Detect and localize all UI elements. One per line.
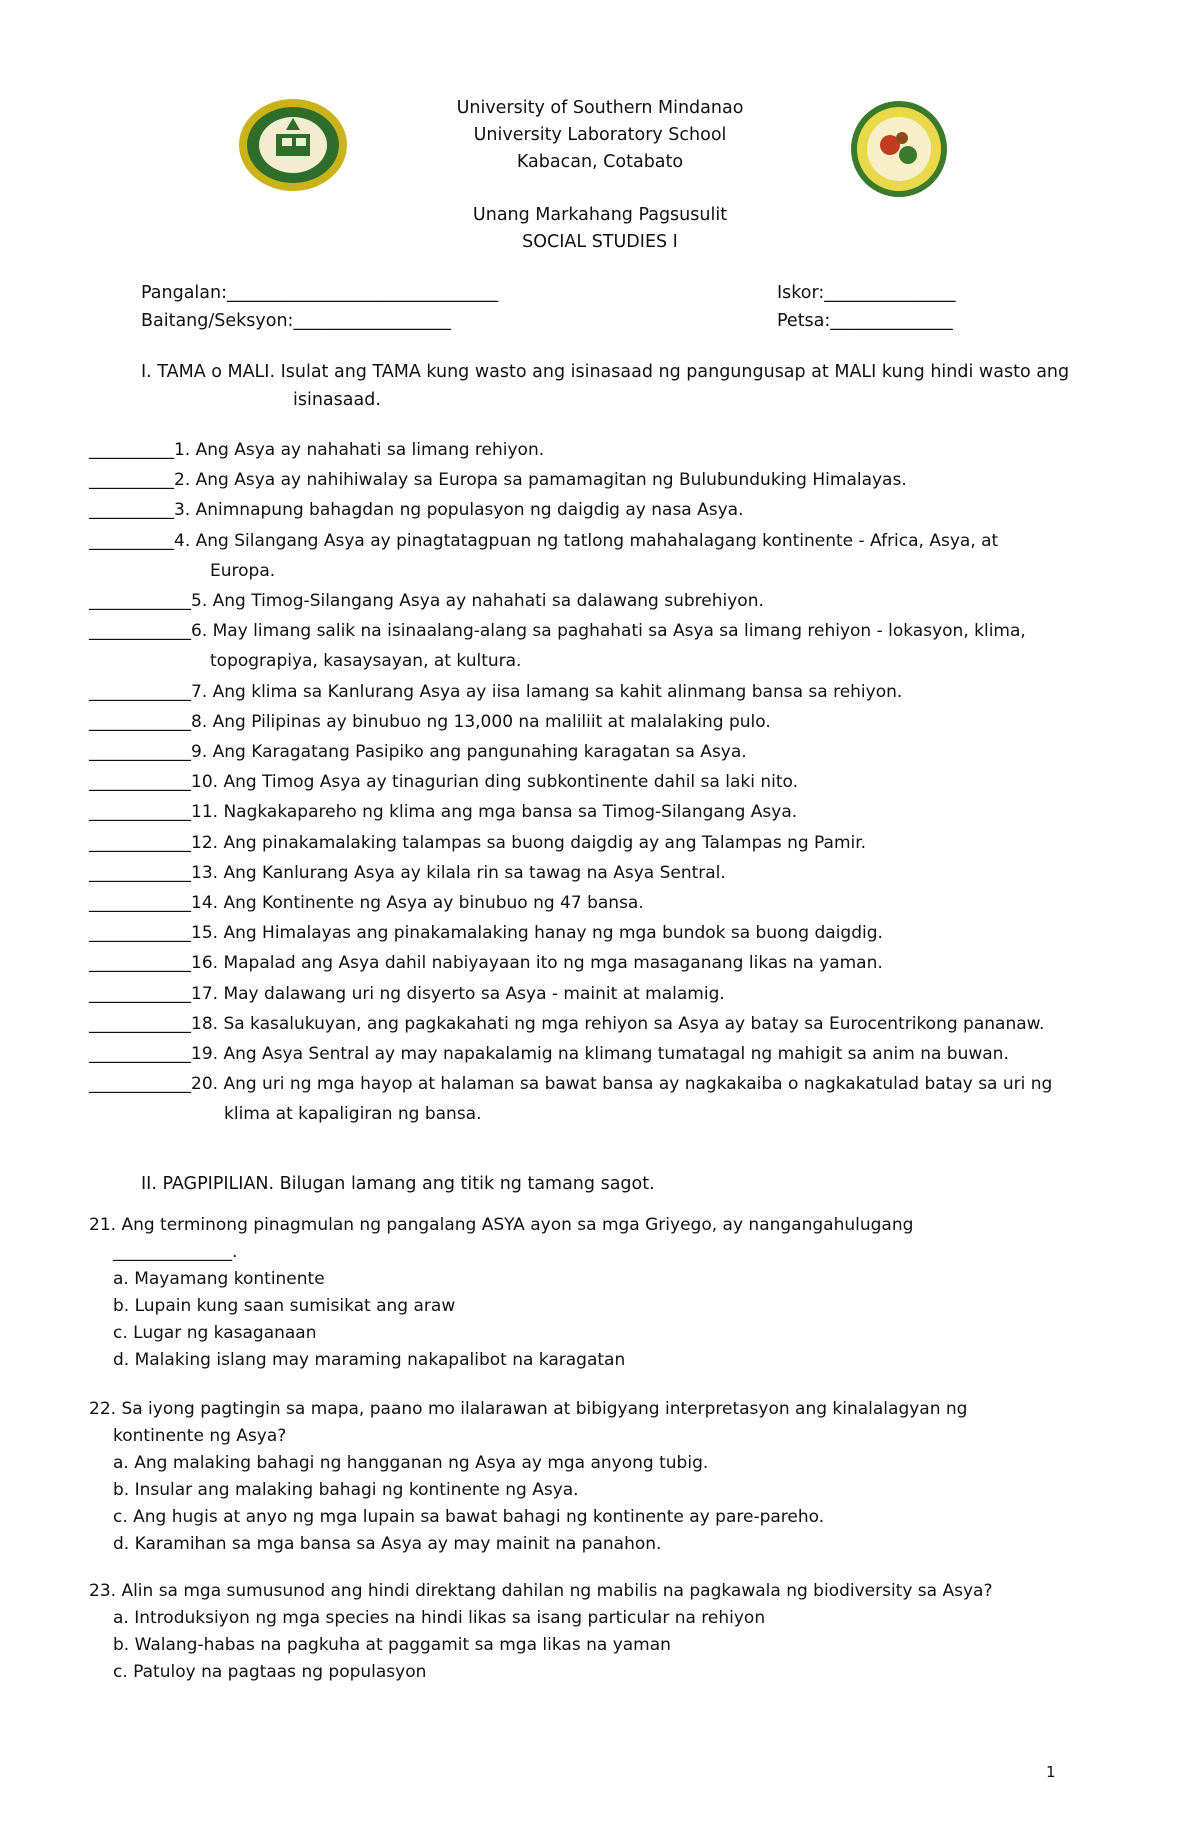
page-number: 1 [1046,1763,1056,1781]
list-item[interactable]: ____________12. Ang pinakamalaking talampas sa buong daigdig ay ang Talampas ng Pamir. [89,832,867,853]
choice-b[interactable]: b. Lupain kung saan sumisikat ang araw [113,1296,456,1316]
choice-c[interactable]: c. Lugar ng kasaganaan [113,1323,317,1343]
exam-title: Unang Markahang Pagsusulit [472,205,728,225]
choice-c[interactable]: c. Patuloy na pagtaas ng populasyon [113,1662,427,1682]
grade-section-field[interactable]: Baitang/Seksyon:__________________ [141,311,451,331]
section-1-title-cont: isinasaad. [293,390,381,410]
choice-a[interactable]: a. Ang malaking bahagi ng hangganan ng Asya ay mga anyong tubig. [113,1453,709,1473]
list-item[interactable]: ____________15. Ang Himalayas ang pinakamalaking hanay ng mga bundok sa buong daigdig. [89,923,883,944]
list-item[interactable]: ____________19. Ang Asya Sentral ay may napakalamig na klimang tumatagal ng mahigit sa anim na buwan. [89,1044,1009,1065]
section-2-instructions [141,1170,1111,1198]
university-name: University of Southern Mindanao [456,98,744,118]
exam-subject: SOCIAL STUDIES I [522,232,678,252]
list-item[interactable]: ____________20. Ang uri ng mga hayop at halaman sa bawat bansa ay nagkakaiba o nagkakatulad batay sa uri ng klima at kapaligiran ng bansa. [89,1074,1053,1125]
section-1-instructions [141,358,1111,414]
exam-header [0,202,1200,256]
date-field[interactable]: Petsa:______________ [777,311,953,331]
score-field[interactable]: Iskor:_______________ [777,283,956,303]
list-item[interactable]: ____________7. Ang klima sa Kanlurang Asya ay iisa lamang sa kahit alinmang bansa sa rehiyon. [89,681,903,702]
name-field[interactable]: Pangalan:_______________________________ [141,283,499,303]
choice-c[interactable]: c. Ang hugis at anyo ng mga lupain sa bawat bahagi ng kontinente ay pare-pareho. [113,1507,825,1527]
list-item[interactable]: ____________8. Ang Pilipinas ay binubuo ng 13,000 na maliliit at malalaking pulo. [89,711,771,732]
list-item[interactable]: ____________16. Mapalad ang Asya dahil nabiyayaan ito ng mga masaganang likas na yaman. [89,953,883,974]
list-item[interactable]: ____________9. Ang Karagatang Pasipiko ang pangunahing karagatan sa Asya. [89,742,747,763]
list-item[interactable]: ____________5. Ang Timog-Silangang Asya ay nahahati sa dalawang subrehiyon. [89,591,764,612]
list-item[interactable]: ____________17. May dalawang uri ng disyerto sa Asya - mainit at malamig. [89,983,725,1004]
question-23: 23. Alin sa mga sumusunod ang hindi direktang dahilan ng mabilis na pagkawala ng biodiversity sa Asya? a. Introduksiyon ng mga species na hindi likas sa isang particular na rehiyon b. Walang-habas na pagkuha at paggamit sa mga likas na yaman c. Patuloy na pagtaas ng populasyon [89,1578,1129,1686]
list-item[interactable]: ____________11. Nagkakapareho ng klima ang mga bansa sa Timog-Silangang Asya. [89,802,798,823]
list-item[interactable]: ____________6. May limang salik na isinaalang-alang sa paghahati sa Asya sa limang rehiyon - lokasyon, klima, topograpiya, kasaysayan, at kultura. [89,621,1026,672]
list-item[interactable]: __________3. Animnapung bahagdan ng populasyon ng daigdig ay nasa Asya. [89,500,744,521]
list-item[interactable]: __________2. Ang Asya ay nahihiwalay sa Europa sa pamamagitan ng Bulubunduking Himalayas. [89,470,907,491]
choice-b[interactable]: b. Insular ang malaking bahagi ng kontinente ng Asya. [113,1480,579,1500]
choice-d[interactable]: d. Karamihan sa mga bansa sa Asya ay may mainit na panahon. [113,1534,662,1554]
section-1-title: I. TAMA o MALI. Isulat ang TAMA kung wasto ang isinasaad ng pangungusap at MALI kung hindi wasto ang [141,362,1070,382]
list-item[interactable]: ____________10. Ang Timog Asya ay tinagurian ding subkontinente dahil sa laki nito. [89,772,799,793]
list-item[interactable]: ____________13. Ang Kanlurang Asya ay kilala rin sa tawag na Asya Sentral. [89,862,726,883]
list-item[interactable]: ____________14. Ang Kontinente ng Asya ay binubuo ng 47 bansa. [89,893,644,914]
list-item[interactable]: __________4. Ang Silangang Asya ay pinagtatagpuan ng tatlong mahahalagang kontinente - Africa, Asya, at Europa. [89,530,999,581]
choice-d[interactable]: d. Malaking islang may maraming nakapalibot na karagatan [113,1350,626,1370]
choice-a[interactable]: a. Introduksiyon ng mga species na hindi likas sa isang particular na rehiyon [113,1608,766,1628]
school-location: Kabacan, Cotabato [516,152,684,172]
school-header [0,95,1200,176]
true-false-list [89,435,1129,1130]
question-22: 22. Sa iyong pagtingin sa mapa, paano mo ilalarawan at bibigyang interpretasyon ang kinalalagyan ng kontinente ng Asya? a. Ang malaking bahagi ng hangganan ng Asya ay mga anyong tubig. b. Insular ang malaking bahagi ng kontinente ng Asya. c. Ang hugis at anyo ng mga lupain sa bawat bahagi ng kontinente ay pare-pareho. d. Karamihan sa mga bansa sa Asya ay may mainit na panahon. [89,1396,1129,1558]
school-name: University Laboratory School [473,125,727,145]
choice-a[interactable]: a. Mayamang kontinente [113,1269,325,1289]
list-item[interactable]: __________1. Ang Asya ay nahahati sa limang rehiyon. [89,440,545,460]
section-2-title: II. PAGPIPILIAN. Bilugan lamang ang titik ng tamang sagot. [141,1174,655,1194]
list-item[interactable]: ____________18. Sa kasalukuyan, ang pagkakahati ng mga rehiyon sa Asya ay batay sa Eurocentrikong pananaw. [89,1013,1045,1034]
choice-b[interactable]: b. Walang-habas na pagkuha at paggamit sa mga likas na yaman [113,1635,671,1655]
question-21: 21. Ang terminong pinagmulan ng pangalang ASYA ayon sa mga Griyego, ay nangangahulugang ______________. a. Mayamang kontinente b. Lupain kung saan sumisikat ang araw c. Lugar ng kasaganaan d. Malaking islang may maraming nakapalibot na karagatan [89,1212,1129,1374]
